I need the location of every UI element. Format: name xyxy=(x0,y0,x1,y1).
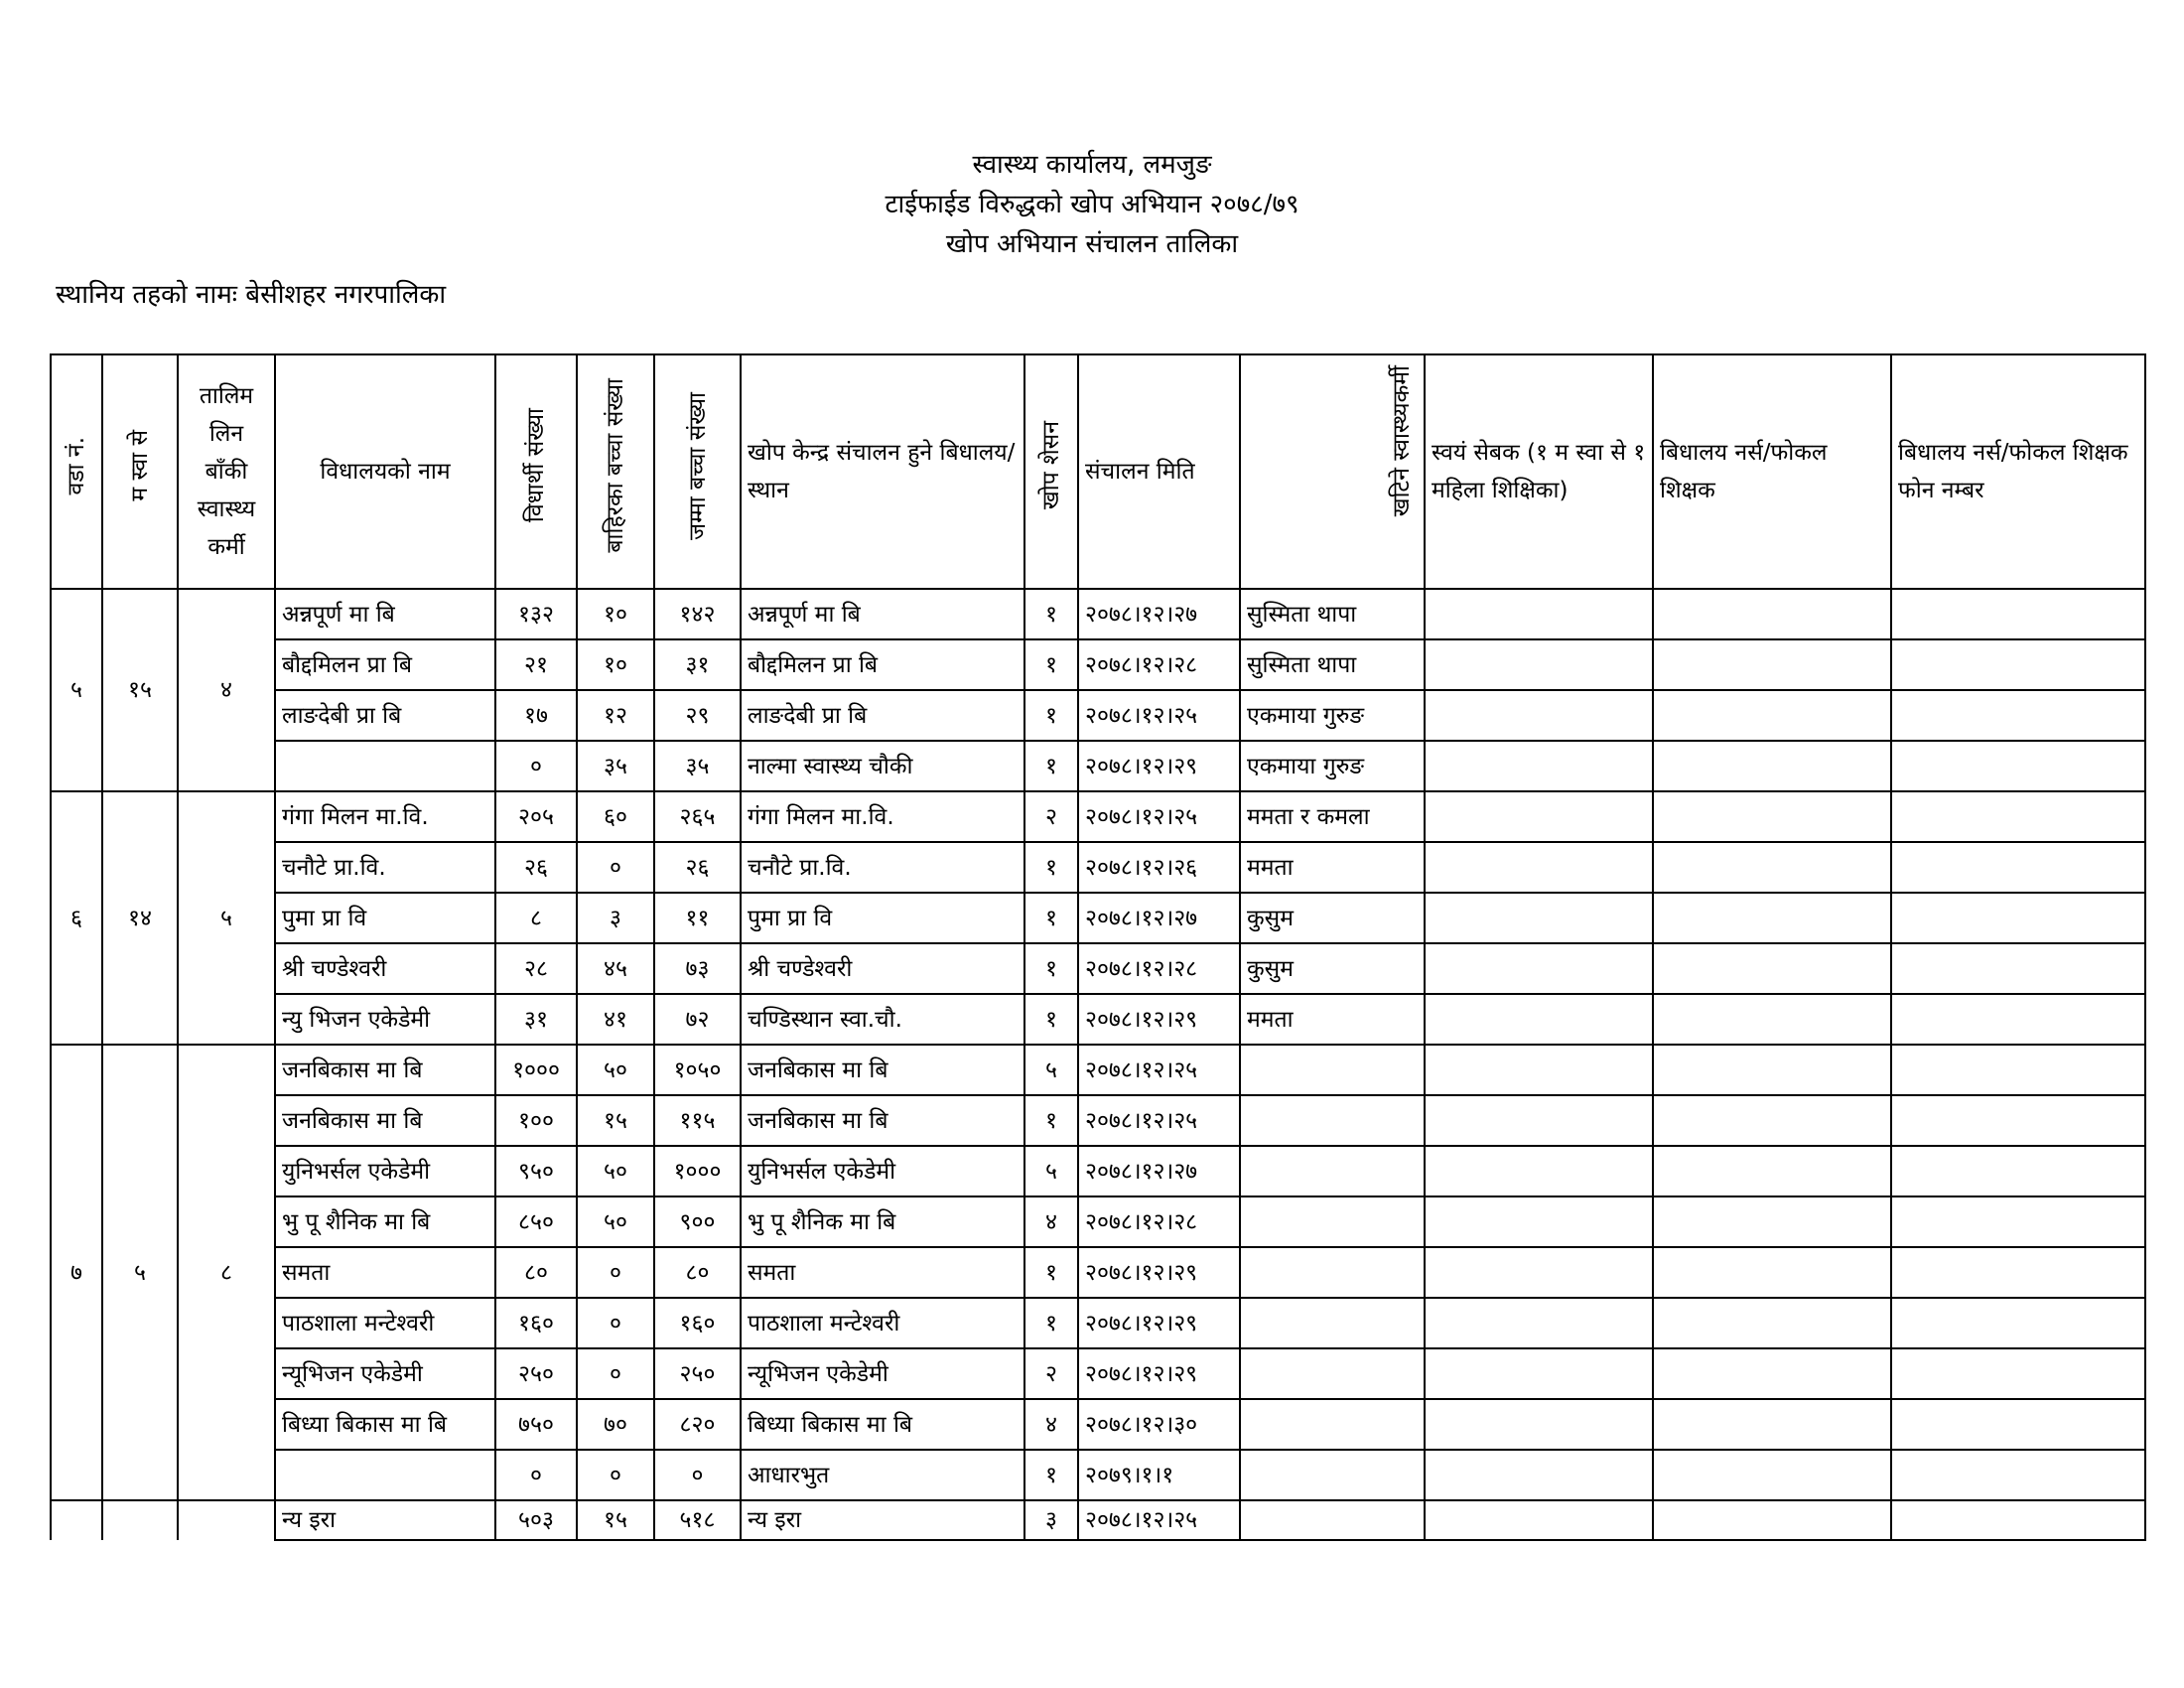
table-row xyxy=(51,1247,2145,1298)
students-cell: २८ xyxy=(495,943,577,994)
nurse-phone-cell xyxy=(1891,1045,2145,1095)
outside-children-cell: ० xyxy=(577,1450,654,1500)
students-cell: १७ xyxy=(495,690,577,741)
school-name-cell: न्य इरा xyxy=(275,1500,495,1540)
students-cell: ० xyxy=(495,741,577,791)
table-row xyxy=(51,639,2145,690)
school-name-cell: जनबिकास मा बि xyxy=(275,1095,495,1146)
date-cell: २०७८।१२।२५ xyxy=(1078,1500,1240,1540)
date-cell: २०७८।१२।२७ xyxy=(1078,1146,1240,1196)
nurse-phone-cell xyxy=(1891,1399,2145,1450)
school-name-cell xyxy=(275,741,495,791)
ward-cell: ७ xyxy=(51,1045,102,1500)
col-volunteer: स्वयं सेबक (१ म स्वा से १ महिला शिक्षिका) xyxy=(1425,354,1653,589)
nurse-cell xyxy=(1653,1298,1891,1348)
nurse-phone-cell xyxy=(1891,994,2145,1045)
center-cell: लाङदेबी प्रा बि xyxy=(741,690,1024,741)
health-worker-cell: एकमाया गुरुङ xyxy=(1240,690,1425,741)
date-cell: २०७८।१२।२९ xyxy=(1078,994,1240,1045)
school-name-cell: चनौटे प्रा.वि. xyxy=(275,842,495,893)
nurse-phone-cell xyxy=(1891,791,2145,842)
sessions-cell: १ xyxy=(1024,994,1078,1045)
school-name-cell: पुमा प्रा वि xyxy=(275,893,495,943)
center-cell: पुमा प्रा वि xyxy=(741,893,1024,943)
volunteer-cell xyxy=(1425,1045,1653,1095)
health-worker-cell: एकमाया गुरुङ xyxy=(1240,741,1425,791)
total-children-cell: ७२ xyxy=(654,994,741,1045)
nurse-phone-cell xyxy=(1891,1146,2145,1196)
date-cell: २०७८।१२।२६ xyxy=(1078,842,1240,893)
trainees-left-cell: ४ xyxy=(178,589,275,791)
students-cell: ५०३ xyxy=(495,1500,577,1540)
nurse-phone-cell xyxy=(1891,943,2145,994)
outside-children-cell: ४१ xyxy=(577,994,654,1045)
total-children-cell: ७३ xyxy=(654,943,741,994)
sessions-cell: १ xyxy=(1024,893,1078,943)
total-children-cell: ११५ xyxy=(654,1095,741,1146)
table-row xyxy=(51,1399,2145,1450)
sessions-cell: १ xyxy=(1024,1298,1078,1348)
total-children-cell: ११ xyxy=(654,893,741,943)
volunteer-cell xyxy=(1425,1399,1653,1450)
table-row xyxy=(51,791,2145,842)
nurse-cell xyxy=(1653,589,1891,639)
col-students: विधार्थी संख्या xyxy=(495,354,577,589)
table-row xyxy=(51,893,2145,943)
outside-children-cell: १२ xyxy=(577,690,654,741)
center-cell: जनबिकास मा बि xyxy=(741,1095,1024,1146)
volunteer-cell xyxy=(1425,741,1653,791)
nurse-cell xyxy=(1653,690,1891,741)
school-name-cell: लाङदेबी प्रा बि xyxy=(275,690,495,741)
volunteer-cell xyxy=(1425,943,1653,994)
health-worker-cell: कुसुम xyxy=(1240,893,1425,943)
col-trainees-left: तालिम लिन बाँकी स्वास्थ्य कर्मी xyxy=(178,354,275,589)
school-name-cell: समता xyxy=(275,1247,495,1298)
trainees-left-cell: ५ xyxy=(178,791,275,1045)
students-cell: २०५ xyxy=(495,791,577,842)
sessions-cell: १ xyxy=(1024,1095,1078,1146)
sessions-cell: १ xyxy=(1024,943,1078,994)
center-cell: बौद्दमिलन प्रा बि xyxy=(741,639,1024,690)
sessions-cell: १ xyxy=(1024,1247,1078,1298)
health-worker-cell: सुस्मिता थापा xyxy=(1240,589,1425,639)
students-cell: ० xyxy=(495,1450,577,1500)
students-cell: २१ xyxy=(495,639,577,690)
outside-children-cell: ७० xyxy=(577,1399,654,1450)
table-row xyxy=(51,1045,2145,1095)
nurse-phone-cell xyxy=(1891,1196,2145,1247)
health-worker-cell xyxy=(1240,1247,1425,1298)
sessions-cell: २ xyxy=(1024,1348,1078,1399)
office-title: स्वास्थ्य कार्यालय, लमजुङ xyxy=(972,150,1212,180)
school-name-cell: पाठशाला मन्टेश्वरी xyxy=(275,1298,495,1348)
students-cell: ८५० xyxy=(495,1196,577,1247)
health-worker-cell xyxy=(1240,1450,1425,1500)
nurse-phone-cell xyxy=(1891,1348,2145,1399)
nurse-cell xyxy=(1653,943,1891,994)
outside-children-cell: ४५ xyxy=(577,943,654,994)
health-worker-cell xyxy=(1240,1500,1425,1540)
center-cell: चनौटे प्रा.वि. xyxy=(741,842,1024,893)
nurse-cell xyxy=(1653,1196,1891,1247)
col-center: खोप केन्द्र संचालन हुने बिधालय/स्थान xyxy=(741,354,1024,589)
center-cell: पाठशाला मन्टेश्वरी xyxy=(741,1298,1024,1348)
table-row xyxy=(51,690,2145,741)
table-row xyxy=(51,741,2145,791)
ward-cell: ६ xyxy=(51,791,102,1045)
total-children-cell: १४२ xyxy=(654,589,741,639)
ward-cell xyxy=(51,1500,102,1540)
total-children-cell: ३५ xyxy=(654,741,741,791)
date-cell: २०७८।१२।३० xyxy=(1078,1399,1240,1450)
school-name-cell: श्री चण्डेश्वरी xyxy=(275,943,495,994)
health-worker-cell xyxy=(1240,1348,1425,1399)
nurse-cell xyxy=(1653,994,1891,1045)
center-cell: गंगा मिलन मा.वि. xyxy=(741,791,1024,842)
trainees-left-cell: ८ xyxy=(178,1045,275,1500)
table-row xyxy=(51,589,2145,639)
students-cell: ७५० xyxy=(495,1399,577,1450)
col-sessions: खोप शेसन xyxy=(1024,354,1078,589)
volunteer-cell xyxy=(1425,1247,1653,1298)
health-worker-cell xyxy=(1240,1298,1425,1348)
table-row xyxy=(51,842,2145,893)
school-name-cell: युनिभर्सल एकेडेमी xyxy=(275,1146,495,1196)
health-worker-cell xyxy=(1240,1196,1425,1247)
students-cell: २६ xyxy=(495,842,577,893)
nurse-phone-cell xyxy=(1891,1247,2145,1298)
health-worker-cell: कुसुम xyxy=(1240,943,1425,994)
center-cell: भु पू शैनिक मा बि xyxy=(741,1196,1024,1247)
students-cell: १६० xyxy=(495,1298,577,1348)
table-row xyxy=(51,1146,2145,1196)
school-name-cell: बौद्दमिलन प्रा बि xyxy=(275,639,495,690)
outside-children-cell: ३ xyxy=(577,893,654,943)
trainees-left-cell xyxy=(178,1500,275,1540)
sessions-cell: १ xyxy=(1024,690,1078,741)
volunteer-cell xyxy=(1425,1450,1653,1500)
nurse-cell xyxy=(1653,1348,1891,1399)
total-children-cell: २६ xyxy=(654,842,741,893)
date-cell: २०७८।१२।२९ xyxy=(1078,1348,1240,1399)
col-school-name: विधालयको नाम xyxy=(275,354,495,589)
nurse-phone-cell xyxy=(1891,842,2145,893)
health-worker-cell xyxy=(1240,1045,1425,1095)
outside-children-cell: ० xyxy=(577,842,654,893)
date-cell: २०७८।१२।२८ xyxy=(1078,1196,1240,1247)
center-cell: न्यूभिजन एकेडेमी xyxy=(741,1348,1024,1399)
table-row xyxy=(51,1500,2145,1540)
nurse-cell xyxy=(1653,791,1891,842)
students-cell: १०० xyxy=(495,1095,577,1146)
schedule-title: खोप अभियान संचालन तालिका xyxy=(945,229,1239,259)
volunteer-cell xyxy=(1425,639,1653,690)
col-ward: वडा नं. xyxy=(51,354,102,589)
volunteer-cell xyxy=(1425,589,1653,639)
total-children-cell: २९ xyxy=(654,690,741,741)
volunteer-cell xyxy=(1425,994,1653,1045)
table-row xyxy=(51,1450,2145,1500)
date-cell: २०७८।१२।२७ xyxy=(1078,589,1240,639)
students-cell: १३२ xyxy=(495,589,577,639)
sessions-cell: ४ xyxy=(1024,1196,1078,1247)
sessions-cell: ४ xyxy=(1024,1399,1078,1450)
center-cell: अन्नपूर्ण मा बि xyxy=(741,589,1024,639)
total-children-cell: ५१८ xyxy=(654,1500,741,1540)
nurse-phone-cell xyxy=(1891,741,2145,791)
school-name-cell xyxy=(275,1450,495,1500)
volunteer-cell xyxy=(1425,690,1653,741)
total-children-cell: ९०० xyxy=(654,1196,741,1247)
nurse-cell xyxy=(1653,1247,1891,1298)
date-cell: २०७८।१२।२७ xyxy=(1078,893,1240,943)
school-name-cell: भु पू शैनिक मा बि xyxy=(275,1196,495,1247)
health-worker-cell: ममता र कमला xyxy=(1240,791,1425,842)
health-volunteers-cell: १५ xyxy=(102,589,178,791)
local-level-name: स्थानिय तहको नामः बेसीशहर नगरपालिका xyxy=(56,280,447,310)
table-row xyxy=(51,1095,2145,1146)
center-cell: आधारभुत xyxy=(741,1450,1024,1500)
col-nurse: बिधालय नर्स/फोकल शिक्षक xyxy=(1653,354,1891,589)
col-date: संचालन मिति xyxy=(1078,354,1240,589)
nurse-phone-cell xyxy=(1891,893,2145,943)
students-cell: ८० xyxy=(495,1247,577,1298)
schedule-table xyxy=(50,353,2146,1541)
nurse-phone-cell xyxy=(1891,639,2145,690)
outside-children-cell: ६० xyxy=(577,791,654,842)
total-children-cell: १०५० xyxy=(654,1045,741,1095)
table-row xyxy=(51,1196,2145,1247)
center-cell: नाल्मा स्वास्थ्य चौकी xyxy=(741,741,1024,791)
volunteer-cell xyxy=(1425,1348,1653,1399)
center-cell: श्री चण्डेश्वरी xyxy=(741,943,1024,994)
nurse-cell xyxy=(1653,1450,1891,1500)
nurse-cell xyxy=(1653,1045,1891,1095)
health-worker-cell: ममता xyxy=(1240,994,1425,1045)
nurse-cell xyxy=(1653,741,1891,791)
outside-children-cell: ० xyxy=(577,1298,654,1348)
school-name-cell: न्यूभिजन एकेडेमी xyxy=(275,1348,495,1399)
health-worker-cell xyxy=(1240,1399,1425,1450)
nurse-phone-cell xyxy=(1891,1298,2145,1348)
outside-children-cell: ५० xyxy=(577,1196,654,1247)
total-children-cell: ३१ xyxy=(654,639,741,690)
table-row xyxy=(51,994,2145,1045)
col-nurse-phone: बिधालय नर्स/फोकल शिक्षक फोन नम्बर xyxy=(1891,354,2145,589)
health-worker-cell xyxy=(1240,1095,1425,1146)
outside-children-cell: १० xyxy=(577,589,654,639)
school-name-cell: अन्नपूर्ण मा बि xyxy=(275,589,495,639)
volunteer-cell xyxy=(1425,791,1653,842)
outside-children-cell: ५० xyxy=(577,1045,654,1095)
health-volunteers-cell: १४ xyxy=(102,791,178,1045)
nurse-cell xyxy=(1653,1095,1891,1146)
sessions-cell: १ xyxy=(1024,589,1078,639)
col-total-children: जम्मा बच्चा संख्या xyxy=(654,354,741,589)
table-row xyxy=(51,1298,2145,1348)
date-cell: २०७८।१२।२५ xyxy=(1078,690,1240,741)
sessions-cell: ५ xyxy=(1024,1045,1078,1095)
date-cell: २०७८।१२।२९ xyxy=(1078,1298,1240,1348)
sessions-cell: ३ xyxy=(1024,1500,1078,1540)
col-health-volunteers: म स्वा से xyxy=(102,354,178,589)
total-children-cell: ८२० xyxy=(654,1399,741,1450)
total-children-cell: २६५ xyxy=(654,791,741,842)
table-row xyxy=(51,943,2145,994)
total-children-cell: १६० xyxy=(654,1298,741,1348)
outside-children-cell: १० xyxy=(577,639,654,690)
school-name-cell: जनबिकास मा बि xyxy=(275,1045,495,1095)
outside-children-cell: ० xyxy=(577,1247,654,1298)
date-cell: २०७८।१२।२५ xyxy=(1078,1045,1240,1095)
total-children-cell: ० xyxy=(654,1450,741,1500)
header-row xyxy=(51,354,2145,589)
sessions-cell: १ xyxy=(1024,639,1078,690)
volunteer-cell xyxy=(1425,893,1653,943)
ward-cell: ५ xyxy=(51,589,102,791)
center-cell: युनिभर्सल एकेडेमी xyxy=(741,1146,1024,1196)
col-outside-children: बाहिरका बच्चा संख्या xyxy=(577,354,654,589)
nurse-phone-cell xyxy=(1891,1500,2145,1540)
table-row xyxy=(51,1348,2145,1399)
students-cell: २५० xyxy=(495,1348,577,1399)
date-cell: २०७८।१२।२९ xyxy=(1078,1247,1240,1298)
students-cell: ९५० xyxy=(495,1146,577,1196)
sessions-cell: १ xyxy=(1024,741,1078,791)
nurse-phone-cell xyxy=(1891,690,2145,741)
students-cell: ८ xyxy=(495,893,577,943)
center-cell: समता xyxy=(741,1247,1024,1298)
health-worker-cell: सुस्मिता थापा xyxy=(1240,639,1425,690)
date-cell: २०७९।१।१ xyxy=(1078,1450,1240,1500)
school-name-cell: न्यु भिजन एकेडेमी xyxy=(275,994,495,1045)
center-cell: जनबिकास मा बि xyxy=(741,1045,1024,1095)
volunteer-cell xyxy=(1425,1196,1653,1247)
date-cell: २०७८।१२।२५ xyxy=(1078,791,1240,842)
total-children-cell: ८० xyxy=(654,1247,741,1298)
health-volunteers-cell: ५ xyxy=(102,1045,178,1500)
nurse-phone-cell xyxy=(1891,1450,2145,1500)
center-cell: न्य इरा xyxy=(741,1500,1024,1540)
volunteer-cell xyxy=(1425,842,1653,893)
outside-children-cell: ३५ xyxy=(577,741,654,791)
nurse-cell xyxy=(1653,1399,1891,1450)
sessions-cell: २ xyxy=(1024,791,1078,842)
volunteer-cell xyxy=(1425,1095,1653,1146)
students-cell: ३१ xyxy=(495,994,577,1045)
center-cell: चण्डिस्थान स्वा.चौ. xyxy=(741,994,1024,1045)
total-children-cell: २५० xyxy=(654,1348,741,1399)
health-worker-cell xyxy=(1240,1146,1425,1196)
outside-children-cell: ० xyxy=(577,1348,654,1399)
date-cell: २०७८।१२।२८ xyxy=(1078,943,1240,994)
health-worker-cell: ममता xyxy=(1240,842,1425,893)
nurse-phone-cell xyxy=(1891,589,2145,639)
nurse-cell xyxy=(1653,893,1891,943)
outside-children-cell: १५ xyxy=(577,1500,654,1540)
volunteer-cell xyxy=(1425,1146,1653,1196)
outside-children-cell: ५० xyxy=(577,1146,654,1196)
nurse-cell xyxy=(1653,842,1891,893)
school-name-cell: गंगा मिलन मा.वि. xyxy=(275,791,495,842)
date-cell: २०७८।१२।२५ xyxy=(1078,1095,1240,1146)
sessions-cell: १ xyxy=(1024,1450,1078,1500)
campaign-title: टाईफाईड विरुद्धको खोप अभियान २०७८/७९ xyxy=(885,190,1299,219)
center-cell: बिध्या बिकास मा बि xyxy=(741,1399,1024,1450)
volunteer-cell xyxy=(1425,1500,1653,1540)
school-name-cell: बिध्या बिकास मा बि xyxy=(275,1399,495,1450)
col-health-worker: खटिने स्वास्थ्यकर्मी xyxy=(1240,354,1425,589)
nurse-cell xyxy=(1653,639,1891,690)
volunteer-cell xyxy=(1425,1298,1653,1348)
sessions-cell: १ xyxy=(1024,842,1078,893)
health-volunteers-cell xyxy=(102,1500,178,1540)
total-children-cell: १००० xyxy=(654,1146,741,1196)
date-cell: २०७८।१२।२८ xyxy=(1078,639,1240,690)
outside-children-cell: १५ xyxy=(577,1095,654,1146)
table-body xyxy=(51,589,2145,1540)
nurse-cell xyxy=(1653,1500,1891,1540)
nurse-cell xyxy=(1653,1146,1891,1196)
students-cell: १००० xyxy=(495,1045,577,1095)
sessions-cell: ५ xyxy=(1024,1146,1078,1196)
nurse-phone-cell xyxy=(1891,1095,2145,1146)
date-cell: २०७८।१२।२९ xyxy=(1078,741,1240,791)
